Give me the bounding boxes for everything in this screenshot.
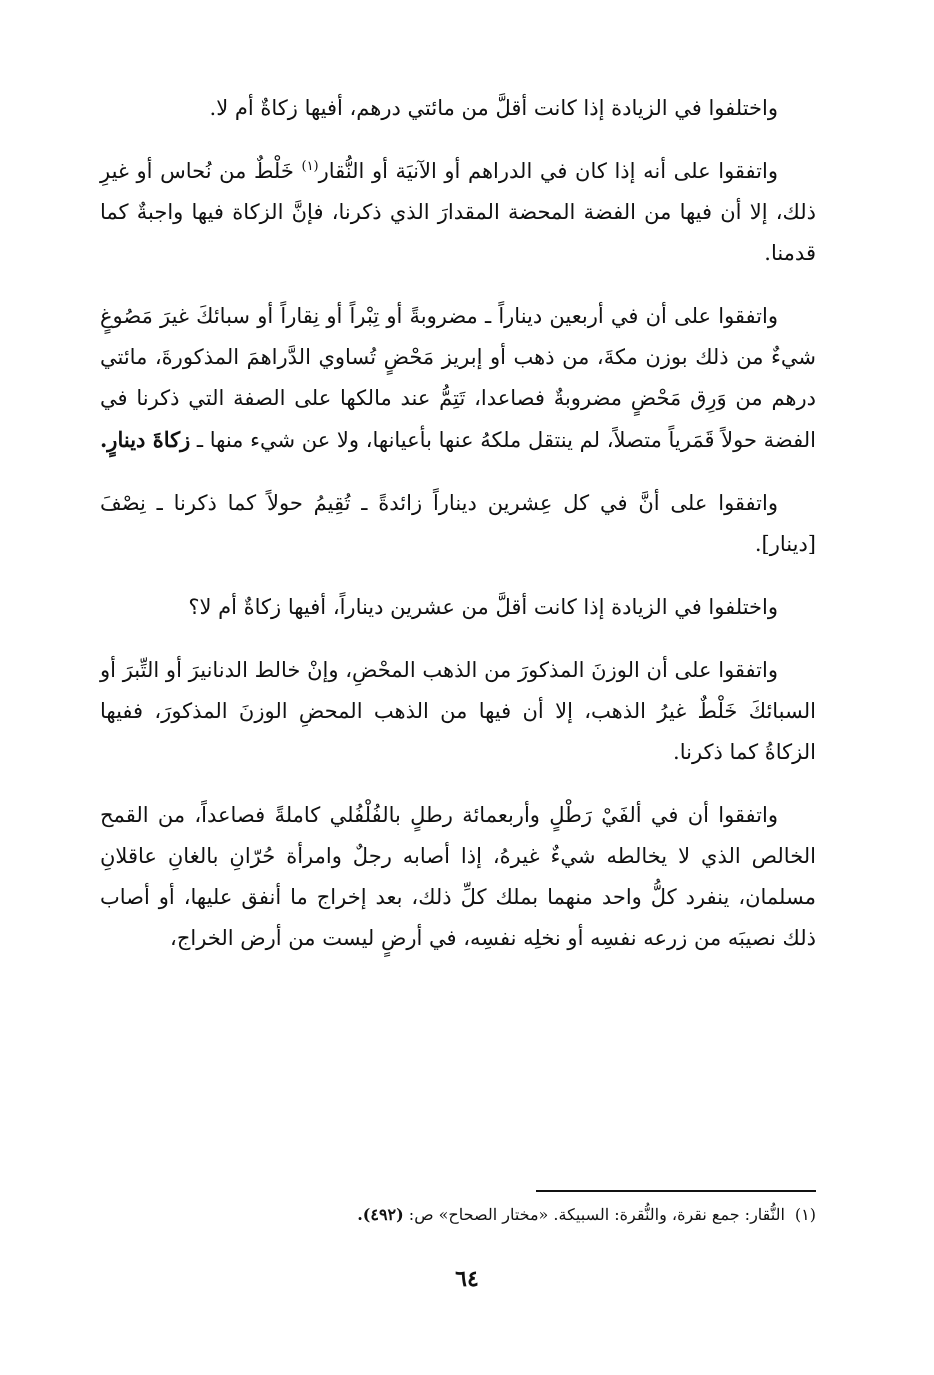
- paragraph-5: [100, 587, 816, 628]
- paragraph-1: [100, 88, 816, 129]
- paragraph-1-text: واختلفوا في الزيادة إذا كانت أقلَّ من مائتي درهم، أفيها زكاةٌ أم لا.: [209, 96, 778, 120]
- footnote-number: (١): [794, 1205, 816, 1224]
- footnote-separator: [536, 1190, 816, 1192]
- footnote-marker[interactable]: (١): [301, 159, 319, 174]
- paragraph-4: [100, 483, 816, 565]
- paragraph-6-text: واتفقوا على أن الوزنَ المذكورَ من الذهب المحْضِ، وإنْ خالط الدنانيرَ أو التِّبرَ أو السبائكَ خَلْطٌ غيرُ الذهب، إلا أن فيها من الذهب المحضِ الوزنَ المذكورَ، ففيها الزكاةُ كما ذكرنا.: [100, 658, 816, 764]
- paragraph-3: [100, 296, 816, 461]
- paragraph-7-text: واتفقوا أن في ألفَيْ رَطْلٍ وأربعمائة رطلٍ بالفُلْفُلي كاملةً فصاعداً، من القمح الخالص الذي لا يخالطه شيءٌ غيرهُ، إذا أصابه رجلٌ وامرأة حُرّانِ بالغانِ عاقلانِ مسلمان، ينفرد كلُّ واحد منهما بملك كلِّ ذلك، بعد إخراج ما أنفق عليها، أو أصاب ذلك نصيبَه من زرعه نفسِه أو نخلِه نفسِه، في أرضٍ ليست من أرض الخراج،: [100, 803, 816, 950]
- paragraph-2: [100, 151, 816, 274]
- paragraph-7: [100, 795, 816, 959]
- footnote: [100, 1202, 816, 1228]
- paragraph-2-lead: واتفقوا على أنه إذا كان في الدراهم أو الآنيَة أو النُّقار: [318, 159, 779, 183]
- footnote-page-ref: (٤٩٢).: [357, 1205, 404, 1224]
- paragraph-5-text: واختلفوا في الزيادة إذا كانت أقلَّ من عشرين ديناراً، أفيها زكاةٌ أم لا؟: [188, 595, 778, 619]
- paragraph-6: [100, 650, 816, 773]
- paragraph-4-text: واتفقوا على أنَّ في كل عِشرين ديناراً زائدةً ـ تُقِيمُ حولاً كما ذكرنا ـ نِصْفَ [دينار].: [100, 491, 816, 556]
- footnote-text: النُّقار: جمع نقرة، والنُّقرة: السبيكة. «مختار الصحاح» ص:: [403, 1205, 785, 1224]
- paragraph-3-bold: زكاةَ دينارٍ.: [100, 427, 191, 452]
- page-number: ٦٤: [455, 1266, 479, 1292]
- main-text: [100, 88, 816, 981]
- paragraph-3-text: واتفقوا على أن في أربعين ديناراً ـ مضروبةً أو تِبْراً أو نِقاراً أو سبائكَ غيرَ مَصُوغٍ شيءٌ من ذلك بوزن مكةَ، من ذهب أو إبريز مَحْضٍ تُساوي الدَّراهمَ المذكورةَ، مائتي درهم من وَرِق مَحْضٍ مضروبةٌ فصاعدا، تَتِمُّ عند مالكها على الصفة التي ذكرنا في الفضة حولاً قَمَرياً متصلاً، لم ينتقل ملكهُ عنها بأعيانها، ولا عن شيء منها ـ: [100, 304, 816, 452]
- paragraph-2-rest: خَلْطٌ من نُحاس أو غيرِ ذلك، إلا أن فيها من الفضة المحضة المقدارَ الذي ذكرنا، فإنَّ الزكاة فيها واجبةٌ كما قدمنا.: [100, 159, 816, 265]
